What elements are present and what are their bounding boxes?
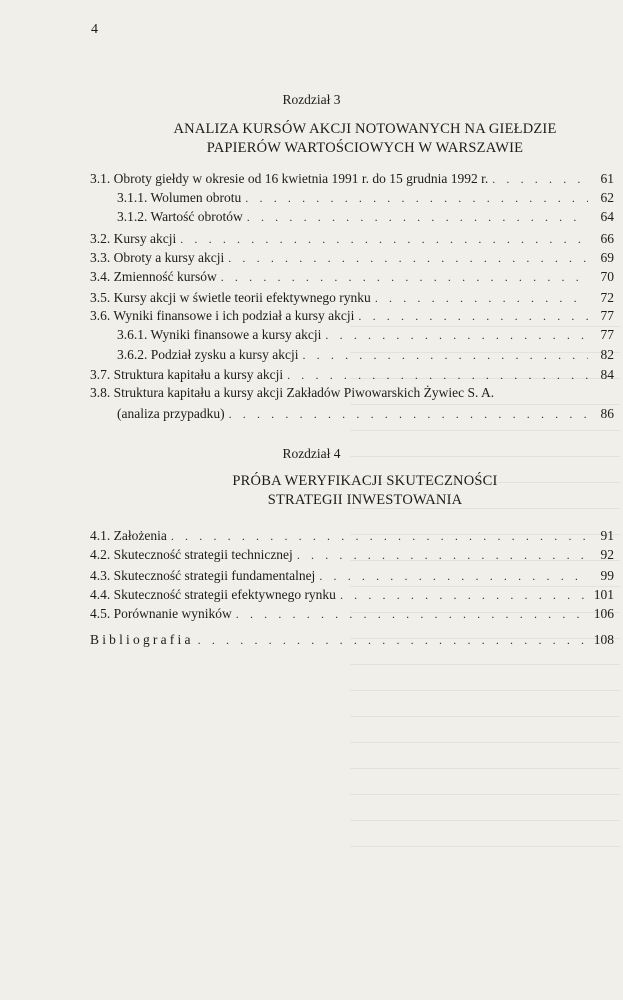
toc-page-number: 82 [600, 347, 614, 362]
toc-title: Wartość obrotów [150, 209, 243, 224]
toc-page-number: 108 [593, 632, 614, 647]
chapter3-label: Rozdział 3 [282, 92, 341, 107]
toc-number: 3.1.1. [117, 190, 148, 205]
leader-dots [325, 326, 588, 344]
toc-page-number: 77 [600, 327, 614, 342]
leader-dots [492, 170, 588, 188]
toc-number: 3.1. [90, 171, 111, 186]
toc-entry-bibliography[interactable] [90, 631, 614, 649]
leader-dots [171, 527, 588, 545]
toc-title: Obroty a kursy akcji [113, 250, 225, 265]
toc-entry-3-1-2[interactable] [117, 208, 614, 226]
leader-dots [302, 346, 588, 364]
chapter4-title-line2: STRATEGII INWESTOWANIA [267, 492, 463, 508]
toc-page-number: 69 [600, 250, 614, 265]
toc-title: Struktura kapitału a kursy akcji Zakładów Piwowarskich Żywiec S. A. [113, 385, 495, 400]
toc-title: Skuteczność strategii efektywnego rynku [113, 587, 336, 602]
leader-dots [198, 631, 588, 649]
toc-number: 4.5. [90, 606, 111, 621]
toc-page-number: 72 [600, 290, 614, 305]
chapter3-title-line1: ANALIZA KURSÓW AKCJI NOTOWANYCH NA GIEŁDZIE [173, 121, 557, 137]
toc-title: Skuteczność strategii fundamentalnej [113, 568, 316, 583]
toc-entry-3-3[interactable] [90, 249, 614, 267]
toc-page-number: 84 [600, 367, 614, 382]
leader-dots [180, 230, 588, 248]
toc-number: 4.4. [90, 587, 111, 602]
toc-title: Zmienność kursów [113, 269, 217, 284]
toc-page-number: 99 [600, 568, 614, 583]
toc-number: 3.6.2. [117, 347, 148, 362]
leader-dots [319, 567, 588, 585]
toc-title: Wyniki finansowe i ich podział a kursy akcji [113, 308, 355, 323]
toc-number: 3.3. [90, 250, 111, 265]
toc-page-number: 64 [600, 209, 614, 224]
toc-title: Bibliografia [90, 632, 194, 647]
leader-dots [229, 405, 588, 423]
toc-title: Porównanie wyników [113, 606, 232, 621]
toc-page-number: 62 [600, 190, 614, 205]
toc-entry-3-7[interactable] [90, 366, 614, 384]
toc-number: 3.8. [90, 385, 111, 400]
toc-title: Obroty giełdy w okresie od 16 kwietnia 1991 r. do 15 grudnia 1992 r. [113, 171, 489, 186]
toc-number: 4.2. [90, 547, 111, 562]
toc-title-continued: (analiza przypadku) [117, 406, 225, 421]
toc-page-number: 101 [593, 587, 614, 602]
toc-number: 3.4. [90, 269, 111, 284]
toc-entry-4-1[interactable] [90, 527, 614, 545]
toc-entry-4-3[interactable] [90, 567, 614, 585]
toc-page-number: 70 [600, 269, 614, 284]
toc-title: Podział zysku a kursy akcji [150, 347, 299, 362]
toc-title: Kursy akcji w świetle teorii efektywnego rynku [113, 290, 371, 305]
toc-number: 4.3. [90, 568, 111, 583]
toc-page-number: 86 [600, 406, 614, 421]
toc-number: 3.2. [90, 231, 111, 246]
toc-number: 3.6. [90, 308, 111, 323]
toc-page-number: 77 [600, 308, 614, 323]
toc-page-number: 61 [600, 171, 614, 186]
toc-entry-3-6-2[interactable] [117, 346, 614, 364]
toc-title: Założenia [113, 528, 167, 543]
toc-entry-3-6-1[interactable] [117, 326, 614, 344]
toc-number: 3.5. [90, 290, 111, 305]
toc-entry-4-2[interactable] [90, 546, 614, 564]
toc-number: 3.7. [90, 367, 111, 382]
chapter4-title-line1: PRÓBA WERYFIKACJI SKUTECZNOŚCI [232, 473, 498, 489]
toc-title: Skuteczność strategii technicznej [113, 547, 293, 562]
leader-dots [236, 605, 588, 623]
toc-title: Kursy akcji [113, 231, 177, 246]
toc-entry-3-8[interactable] [90, 384, 614, 402]
toc-entry-3-2[interactable] [90, 230, 614, 248]
toc-entry-3-1[interactable] [90, 170, 614, 188]
leader-dots [358, 307, 588, 325]
leader-dots [221, 268, 588, 286]
toc-title: Wolumen obrotu [150, 190, 242, 205]
toc-title: Struktura kapitału a kursy akcji [113, 367, 284, 382]
toc-page-number: 106 [593, 606, 614, 621]
chapter4-label: Rozdział 4 [282, 446, 341, 461]
leader-dots [247, 208, 588, 226]
leader-dots [340, 586, 588, 604]
toc-entry-3-8-continued[interactable] [117, 405, 614, 423]
leader-dots [297, 546, 588, 564]
leader-dots [228, 249, 588, 267]
leader-dots [287, 366, 588, 384]
toc-entry-3-6[interactable] [90, 307, 614, 325]
toc-page-number: 91 [600, 528, 614, 543]
page-number: 4 [91, 22, 98, 37]
toc-entry-3-4[interactable] [90, 268, 614, 286]
toc-number: 3.1.2. [117, 209, 148, 224]
toc-entry-3-5[interactable] [90, 289, 614, 307]
toc-number: 3.6.1. [117, 327, 148, 342]
toc-number: 4.1. [90, 528, 111, 543]
toc-entry-4-5[interactable] [90, 605, 614, 623]
toc-page-number: 66 [600, 231, 614, 246]
toc-entry-3-1-1[interactable] [117, 189, 614, 207]
leader-dots [245, 189, 588, 207]
toc-page-number: 92 [600, 547, 614, 562]
toc-title: Wyniki finansowe a kursy akcji [150, 327, 322, 342]
leader-dots [375, 289, 588, 307]
toc-entry-4-4[interactable] [90, 586, 614, 604]
chapter3-title-line2: PAPIERÓW WARTOŚCIOWYCH W WARSZAWIE [206, 140, 524, 156]
